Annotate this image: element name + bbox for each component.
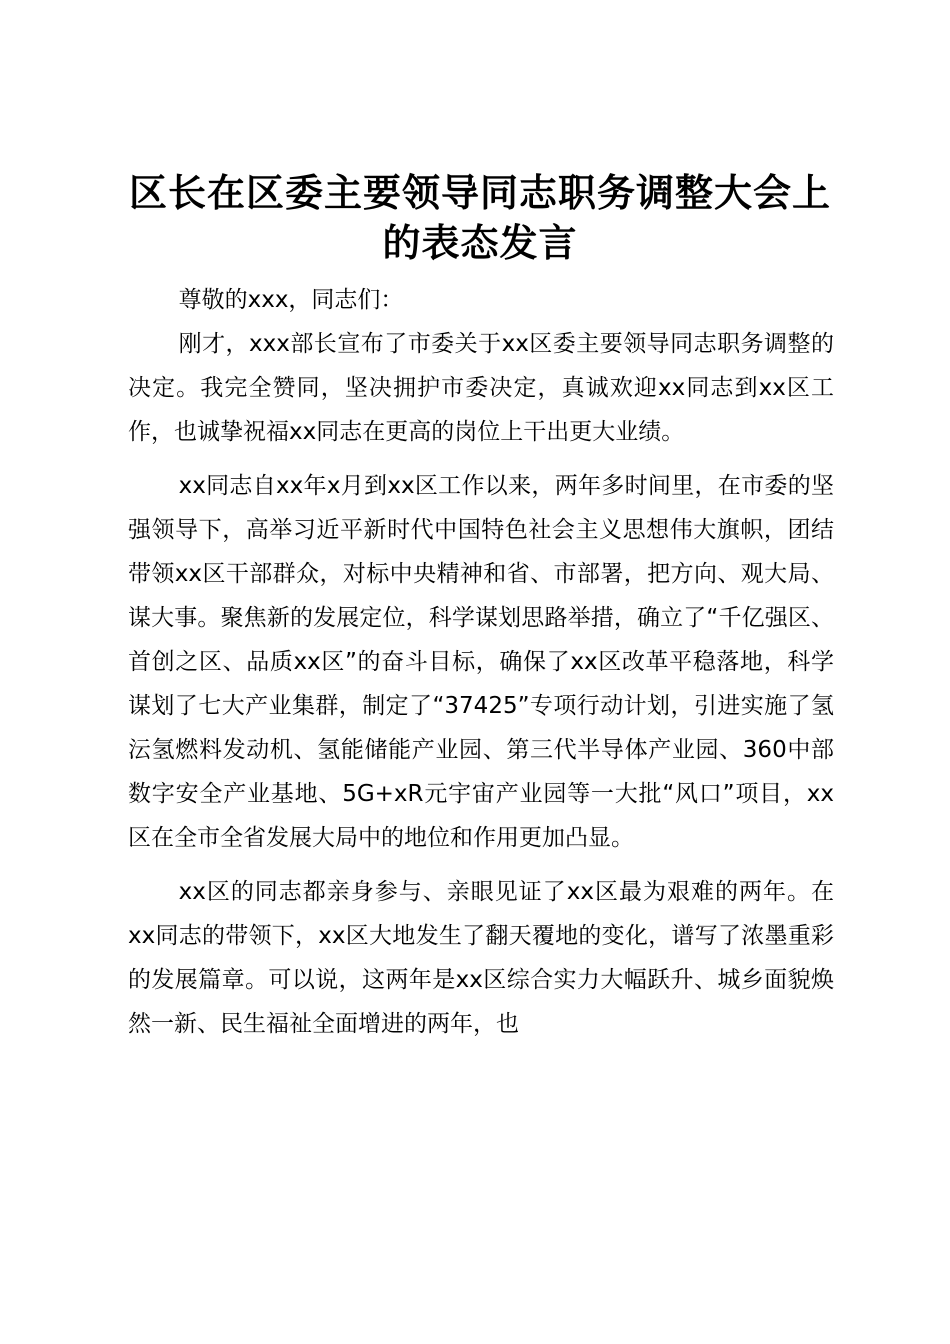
document-body xyxy=(128,278,834,1046)
paragraph-2: xx同志自xx年x月到xx区工作以来，两年多时间里，在市委的坚强领导下，高举习近平新时代中国特色社会主义思想伟大旗帜，团结带领xx区干部群众，对标中央精神和省、市部署，把方向、观大局、谋大事。聚焦新的发展定位，科学谋划思路举措，确立了“千亿强区、首创之区、品质xx区”的奋斗目标，确保了xx区改革平稳落地，科学谋划了七大产业集群，制定了“37425”专项行动计划，引进实施了氢沄氢燃料发动机、氢能储能产业园、第三代半导体产业园、360中部数字安全产业基地、5G+xR元宇宙产业园等一大批“风口”项目，xx区在全市全省发展大局中的地位和作用更加凸显。 xyxy=(128,473,834,851)
document-title: 区长在区委主要领导同志职务调整大会上的表态发言 xyxy=(128,171,831,265)
paragraph-1: 刚才，xxx部长宣布了市委关于xx区委主要领导同志职务调整的决定。我完全赞同，坚决拥护市委决定，真诚欢迎xx同志到xx区工作，也诚挚祝福xx同志在更高的岗位上干出更大业绩。 xyxy=(128,331,834,445)
paragraph-3: xx区的同志都亲身参与、亲眼见证了xx区最为艰难的两年。在xx同志的带领下，xx区大地发生了翻天覆地的变化，谱写了浓墨重彩的发展篇章。可以说，这两年是xx区综合实力大幅跃升、城乡面貌焕然一新、民生福祉全面增进的两年，也 xyxy=(128,879,834,1037)
salutation: 尊敬的xxx，同志们： xyxy=(178,287,404,313)
